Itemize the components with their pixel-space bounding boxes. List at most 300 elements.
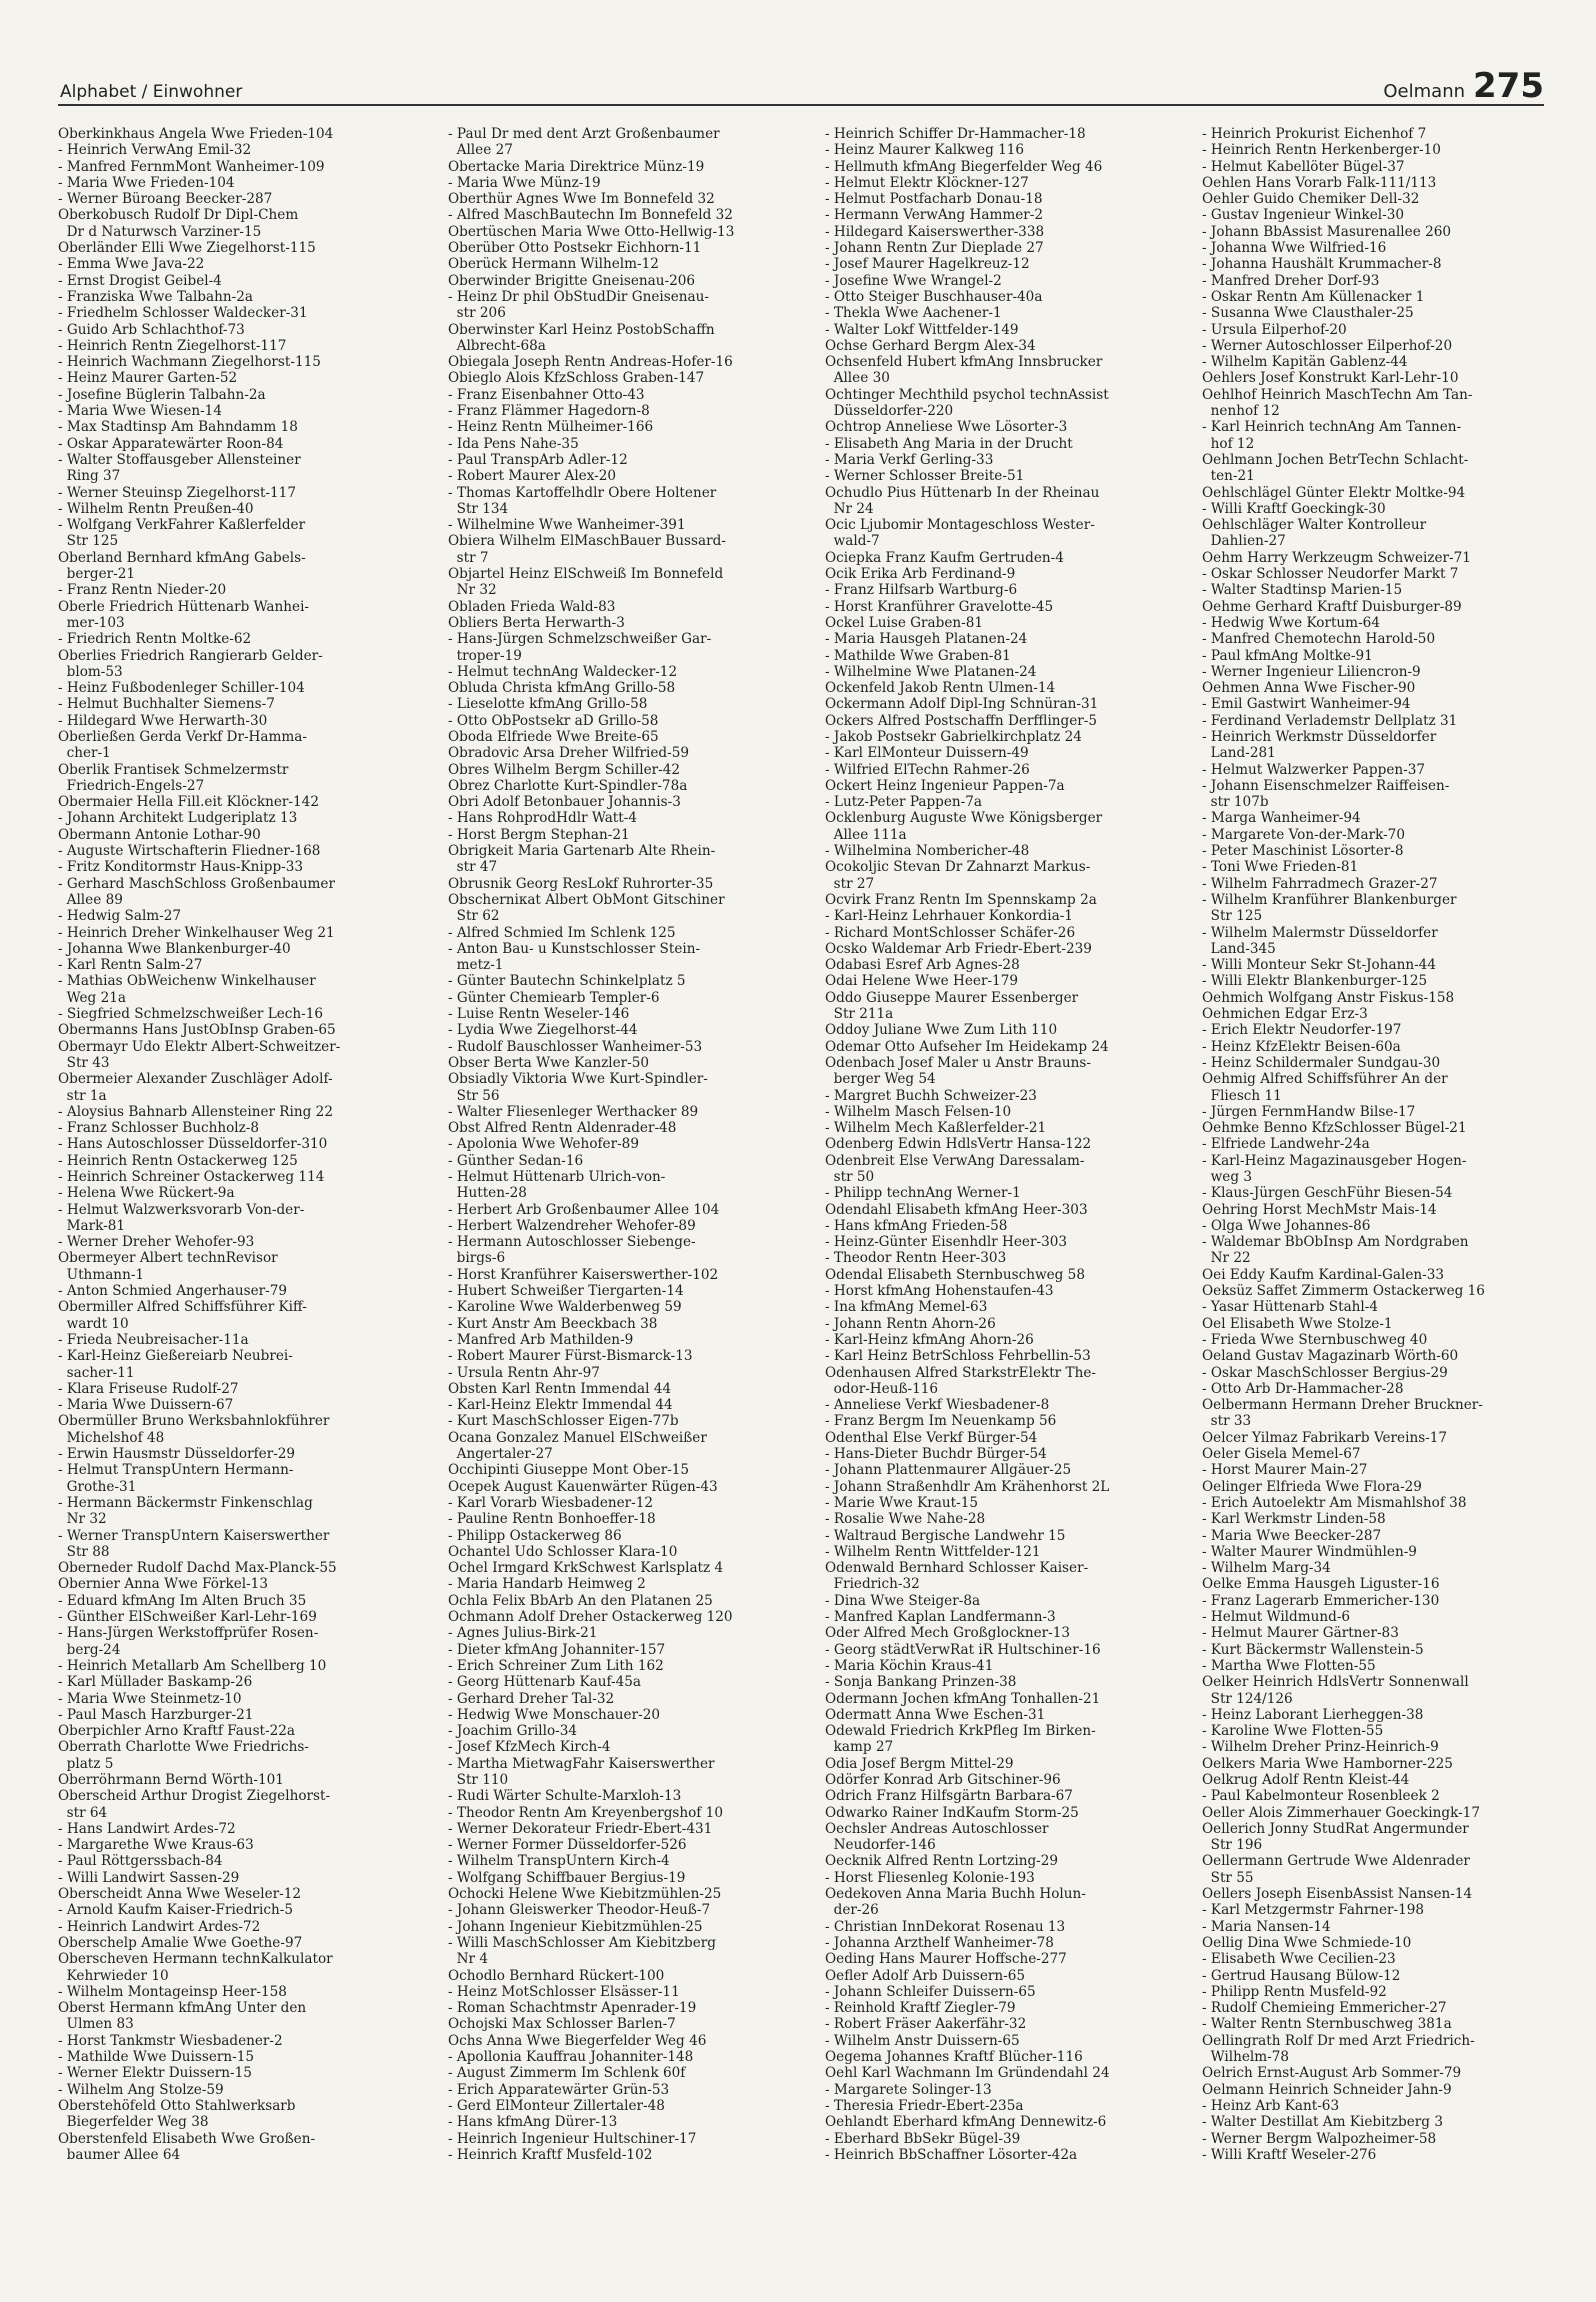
directory-entry: - Rudi Wärter Schulte-Marxloh-13 — [448, 1788, 682, 1805]
directory-entry: - Werner Büroang Beecker-287 — [58, 191, 273, 208]
directory-entry: - Heinz Laborant Lierheggen-38 — [1202, 1706, 1424, 1723]
directory-entry: Str 88 — [58, 1543, 110, 1560]
directory-entry: - Klaus-Jürgen GeschFühr Biesen-54 — [1202, 1185, 1453, 1202]
directory-entry: Obermayr Udo Elektr Albert-Schweitzer- — [58, 1038, 341, 1055]
directory-entry: - Maria Handarb Heimweg 2 — [448, 1576, 646, 1593]
directory-entry: - Karl ElMonteur Duissern-49 — [825, 745, 1029, 762]
directory-entry: Angertaler-27 — [448, 1446, 553, 1463]
directory-entry: - Luise Rentn Weseler-146 — [448, 1006, 630, 1023]
directory-entry: - Maria Verkf Gerling-33 — [825, 451, 994, 468]
directory-entry: - Hildegard Wwe Herwarth-30 — [58, 712, 268, 729]
directory-entry: - Emma Wwe Java-22 — [58, 256, 205, 273]
directory-entry: Obri Adolf Betonbauer Johannis-3 — [448, 794, 681, 811]
directory-entry: - August Zimmerm Im Schlenk 60f — [448, 2065, 686, 2082]
directory-entry: Oberkinkhaus Angela Wwe Frieden-104 — [58, 126, 334, 142]
directory-entry: - Karl Müllader Baskamp-26 — [58, 1674, 253, 1691]
directory-entry: - Franz Hilfsarb Wartburg-6 — [825, 582, 1018, 599]
directory-entry: nenhof 12 — [1202, 403, 1280, 420]
directory-entry: Oberließen Gerda Verkf Dr-Hamma- — [58, 728, 307, 745]
directory-entry: Ochse Gerhard Bergm Alex-34 — [825, 337, 1036, 354]
directory-entry: birgs-6 — [448, 1250, 506, 1267]
directory-entry: - Josefine Wwe Wrangel-2 — [825, 272, 1002, 289]
directory-entry: - Heinz Maurer Kalkweg 116 — [825, 142, 1025, 159]
directory-entry: - Werner Ingenieur Liliencron-9 — [1202, 663, 1421, 680]
directory-entry: - Philipp technAng Werner-1 — [825, 1185, 1021, 1202]
directory-entry: - Wilhelm Fahrradmech Grazer-27 — [1202, 875, 1438, 892]
directory-entry: Obermeier Alexander Zuschläger Adolf- — [58, 1071, 333, 1088]
directory-entry: Oehlschlägel Günter Elektr Moltke-94 — [1202, 484, 1466, 501]
directory-entry: - Karl Werkmstr Linden-58 — [1202, 1511, 1386, 1528]
directory-entry: - Reinhold Kraftf Ziegler-79 — [825, 2000, 1016, 2017]
directory-entry: - Heinz Fußbodenleger Schiller-104 — [58, 680, 305, 697]
directory-entry: Ocokoljic Stevan Dr Zahnarzt Markus- — [825, 859, 1091, 876]
directory-entry: wardt 10 — [58, 1315, 129, 1332]
directory-entry: - Willi Kraftf Weseler-276 — [1202, 2146, 1377, 2163]
directory-entry: - Emil Gastwirt Wanheimer-94 — [1202, 696, 1411, 713]
directory-entry: - Josef Maurer Hagelkreuz-12 — [825, 256, 1030, 273]
directory-entry: - Wilhelmine Wwe Platanen-24 — [825, 663, 1037, 680]
directory-entry: - Susanna Wwe Clausthaler-25 — [1202, 305, 1414, 322]
directory-entry: - Hedwig Wwe Kortum-64 — [1202, 614, 1380, 631]
directory-entry: - Wolfgang VerkFahrer Kaßlerfelder — [58, 517, 306, 534]
directory-entry: Oelke Emma Hausgeh Liguster-16 — [1202, 1576, 1440, 1593]
directory-entry: - Wilhelm Dreher Prinz-Heinrich-9 — [1202, 1739, 1439, 1756]
directory-entry: - Johann Rentn Zur Dieplade 27 — [825, 240, 1044, 257]
directory-entry: - Heinrich Landwirt Ardes-72 — [58, 1918, 261, 1935]
directory-entry: Odewald Friedrich KrkPfleg Im Birken- — [825, 1723, 1096, 1740]
directory-entry: - Thekla Wwe Aachener-1 — [825, 305, 1002, 322]
directory-entry: Michelshof 48 — [58, 1429, 165, 1446]
directory-entry: str 107b — [1202, 794, 1269, 811]
directory-entry: - Guido Arb Schlachthof-73 — [58, 321, 245, 338]
directory-entry: Odai Helene Wwe Heer-179 — [825, 973, 1018, 990]
directory-entry: - Karl Metzgermstr Fahrner-198 — [1202, 1902, 1425, 1919]
directory-entry: Oberwinster Karl Heinz PostobSchaffn — [448, 321, 715, 338]
directory-entry: - Hans-Jürgen Schmelzschweißer Gar- — [448, 631, 712, 648]
directory-entry: - Max Stadtinsp Am Bahndamm 18 — [58, 419, 298, 436]
directory-entry: - Margarete Von-der-Mark-70 — [1202, 826, 1405, 843]
directory-entry: Biegerfelder Weg 38 — [58, 2114, 209, 2131]
directory-entry: Grothe-31 — [58, 1478, 137, 1495]
directory-entry: - Sonja Bankang Prinzen-38 — [825, 1674, 1017, 1691]
directory-entry: Objartel Heinz ElSchweiß Im Bonnefeld — [448, 566, 724, 583]
directory-entry: - Johann Rentn Ahorn-26 — [825, 1315, 996, 1332]
directory-entry: - Manfred FernmMont Wanheimer-109 — [58, 158, 325, 175]
directory-entry: - Walter Maurer Windmühlen-9 — [1202, 1543, 1417, 1560]
directory-entry: - Horst Kranführer Gravelotte-45 — [825, 598, 1054, 615]
directory-entry: - Heinz Dr phil ObStudDir Gneisenau- — [448, 288, 709, 305]
directory-entry: Occhipinti Giuseppe Mont Ober-15 — [448, 1462, 690, 1479]
directory-entry: Ockert Heinz Ingenieur Pappen-7a — [825, 777, 1065, 794]
directory-entry: Oelrich Ernst-August Arb Sommer-79 — [1202, 2065, 1462, 2082]
directory-entry: - Helmut Wildmund-6 — [1202, 1609, 1351, 1626]
directory-entry: - Alfred Schmied Im Schlenk 125 — [448, 924, 676, 941]
directory-entry: Str 110 — [448, 1771, 509, 1788]
directory-entry: sacher-11 — [58, 1364, 135, 1381]
directory-entry: Oellerich Jonny StudRat Angermunder — [1202, 1820, 1469, 1837]
running-head-word: Oelmann — [1383, 81, 1466, 102]
directory-entry: - Friedhelm Schlosser Waldecker-31 — [58, 305, 308, 322]
directory-entry: Ring 37 — [58, 468, 121, 485]
directory-entry: - Willi Kraftf Goeckingk-30 — [1202, 500, 1386, 517]
directory-entry: - Hubert Schweißer Tiergarten-14 — [448, 1283, 684, 1300]
directory-entry: - Ernst Drogist Geibel-4 — [58, 272, 222, 289]
directory-entry: - Maria Wwe Beecker-287 — [1202, 1527, 1382, 1544]
directory-entry: - Hildegard Kaiserswerther-338 — [825, 223, 1045, 240]
directory-entry: Oberlies Friedrich Rangierarb Gelder- — [58, 647, 323, 664]
directory-entry: Dahlien-27 — [1202, 533, 1286, 550]
directory-entry: Wilhelm-78 — [1202, 2049, 1289, 2066]
directory-entry: - Willi Monteur Sekr St-Johann-44 — [1202, 957, 1436, 974]
directory-entry: Obiera Wilhelm ElMaschBauer Bussard- — [448, 533, 726, 550]
directory-entry: - Horst Maurer Main-27 — [1202, 1462, 1368, 1479]
directory-entry: - Karl Heinz BetrSchloss Fehrbellin-53 — [825, 1348, 1091, 1365]
directory-entry: Oelker Heinrich HdlsVertr Sonnenwall — [1202, 1674, 1469, 1691]
directory-entry: Allee 89 — [58, 891, 123, 908]
directory-entry: - Willi MaschSchlosser Am Kiebitzberg — [448, 1934, 716, 1951]
directory-entry: Oehmen Anna Wwe Fischer-90 — [1202, 680, 1416, 697]
directory-entry: str 206 — [448, 305, 506, 322]
directory-entry: - Heinz Schildermaler Sundgau-30 — [1202, 1054, 1441, 1071]
directory-entry: - Yasar Hüttenarb Stahl-4 — [1202, 1299, 1379, 1316]
directory-entry: - Wilhelm Rentn Wittfelder-121 — [825, 1543, 1041, 1560]
directory-entry: - Lutz-Peter Pappen-7a — [825, 794, 983, 811]
directory-entry: - Paul Röttgerssbach-84 — [58, 1853, 223, 1870]
directory-entry: - Maria Hausgeh Platanen-24 — [825, 631, 1028, 648]
directory-entry: - Hermann Autoschlosser Siebenge- — [448, 1234, 696, 1251]
directory-entry: str 33 — [1202, 1413, 1252, 1430]
directory-entry: - Erwin Hausmstr Düsseldorfer-29 — [58, 1446, 296, 1463]
directory-entry: Oberscheidt Anna Wwe Weseler-12 — [58, 1886, 302, 1903]
directory-entry: - Otto Steiger Buschhauser-40a — [825, 288, 1043, 305]
directory-entry: Oeksüz Saffet Zimmerm Ostackerweg 16 — [1202, 1283, 1485, 1300]
directory-entry: Ochodlo Bernhard Rückert-100 — [448, 1967, 665, 1984]
directory-entry: - Ina kfmAng Memel-63 — [825, 1299, 988, 1316]
directory-entry: - Josefine Büglerin Talbahn-2a — [58, 386, 266, 403]
directory-entry: - Werner Schlosser Breite-51 — [825, 468, 1025, 485]
directory-entry: - Manfred Arb Mathilden-9 — [448, 1331, 634, 1348]
directory-entry: - Heinz KfzElektr Beisen-60a — [1202, 1038, 1401, 1055]
directory-entry: - Hans-Dieter Buchdr Bürger-54 — [825, 1446, 1047, 1463]
directory-entry: Oehlen Hans Vorarb Falk-111/113 — [1202, 174, 1437, 191]
directory-entry: Oehl Karl Wachmann Im Gründendahl 24 — [825, 2065, 1110, 2082]
directory-entry: - Wilhelmina Nombericher-48 — [825, 843, 1030, 860]
directory-entry: - Günther ElSchweißer Karl-Lehr-169 — [58, 1609, 317, 1626]
directory-entry: - Frieda Wwe Sternbuschweg 40 — [1202, 1331, 1428, 1348]
directory-entry: - Werner Dreher Wehofer-93 — [58, 1234, 255, 1251]
directory-entry: Oellers Joseph EisenbAssist Nansen-14 — [1202, 1886, 1473, 1903]
directory-entry: - Karl-Heinz Magazinausgeber Hogen- — [1202, 1152, 1467, 1169]
directory-entry: - Helena Wwe Rückert-9a — [58, 1185, 235, 1202]
directory-entry: Land-345 — [1202, 940, 1276, 957]
directory-entry: Ocana Gonzalez Manuel ElSchweißer — [448, 1429, 707, 1446]
directory-entry: Oehlmann Jochen BetrTechn Schlacht- — [1202, 451, 1469, 468]
directory-entry: - Wilhelm TranspUntern Kirch-4 — [448, 1853, 670, 1870]
directory-entry: - Rosalie Wwe Nahe-28 — [825, 1511, 986, 1528]
directory-entry: - Heinrich Kraftf Musfeld-102 — [448, 2146, 653, 2163]
directory-entry: - Maria Nansen-14 — [1202, 1918, 1331, 1935]
directory-entry: - Franz Rentn Nieder-20 — [58, 582, 227, 599]
directory-column-3 — [825, 126, 1175, 2163]
directory-entry: Land-281 — [1202, 745, 1276, 762]
directory-entry: - Helmut Walzwerker Pappen-37 — [1202, 761, 1426, 778]
directory-entry: str 7 — [448, 549, 489, 566]
directory-entry: - Johanna Wwe Blankenburger-40 — [58, 940, 291, 957]
directory-entry: Friedrich-Engels-27 — [58, 777, 205, 794]
directory-entry: - Johann Straßenhdlr Am Krähenhorst 2L — [825, 1478, 1110, 1495]
directory-entry: Oefler Adolf Arb Duissern-65 — [825, 1967, 1026, 1984]
directory-entry: - Olga Wwe Johannes-86 — [1202, 1217, 1371, 1234]
directory-entry: - Wilfried ElTechn Rahmer-26 — [825, 761, 1030, 778]
directory-entry: cher-1 — [58, 745, 111, 762]
directory-entry: Ochel Irmgard KrkSchwest Karlsplatz 4 — [448, 1560, 724, 1577]
directory-entry: - Heinrich Ingenieur Hultschiner-17 — [448, 2130, 697, 2147]
directory-entry: - Heinz MotSchlosser Elsässer-11 — [448, 1983, 680, 2000]
directory-entry: Odenbreit Else VerwAng Daressalam- — [825, 1152, 1085, 1169]
directory-entry: Oeland Gustav Magazinarb Wörth-60 — [1202, 1348, 1459, 1365]
directory-entry: - Maria Wwe Duissern-67 — [58, 1397, 234, 1414]
directory-entry: - Fritz Konditormstr Haus-Knipp-33 — [58, 859, 304, 876]
directory-entry: Oellingrath Rolf Dr med Arzt Friedrich- — [1202, 2032, 1475, 2049]
directory-entry: - Erich Apparatewärter Grün-53 — [448, 2081, 670, 2098]
directory-entry: Obermiller Alfred Schiffsführer Kiff- — [58, 1299, 307, 1316]
directory-entry: berger-21 — [58, 566, 136, 583]
directory-entry: - Ida Pens Nahe-35 — [448, 435, 579, 452]
directory-entry: - Helmut Kabellöter Bügel-37 — [1202, 158, 1405, 175]
directory-entry: Str 125 — [58, 533, 119, 550]
directory-entry: kamp 27 — [825, 1739, 894, 1756]
directory-entry: - Heinrich Prokurist Eichenhof 7 — [1202, 126, 1427, 142]
directory-entry: - Mathilde Wwe Duissern-15 — [58, 2049, 255, 2066]
directory-entry: Oberröhrmann Bernd Wörth-101 — [58, 1771, 284, 1788]
directory-entry: - Hans-Jürgen Werkstoffprüfer Rosen- — [58, 1625, 319, 1642]
directory-entry: Ochla Felix BbArb An den Platanen 25 — [448, 1592, 713, 1609]
directory-entry: - Horst Bergm Stephan-21 — [448, 826, 630, 843]
directory-entry: Neudorfer-146 — [825, 1837, 936, 1854]
directory-entry: Obermanns Hans JustObInsp Graben-65 — [58, 1022, 336, 1039]
directory-entry: - Apollonia Kauffrau Johanniter-148 — [448, 2049, 694, 2066]
directory-entry: Str 43 — [58, 1054, 110, 1071]
directory-entry: - Karl-Heinz kfmAng Ahorn-26 — [825, 1331, 1034, 1348]
directory-entry: - Mathilde Wwe Graben-81 — [825, 647, 1011, 664]
directory-entry: Odendal Elisabeth Sternbuschweg 58 — [825, 1266, 1085, 1283]
directory-entry: - Franz Bergm Im Neuenkamp 56 — [825, 1413, 1057, 1430]
directory-entry: Kehrwieder 10 — [58, 1967, 169, 1984]
directory-entry: - Karl-Heinz Lehrhauer Konkordia-1 — [825, 908, 1073, 925]
directory-entry: Oeding Hans Maurer Hoffsche-277 — [825, 1951, 1067, 1968]
directory-entry: - Kurt Bäckermstr Wallenstein-5 — [1202, 1641, 1424, 1658]
directory-entry: - Willi Landwirt Sassen-29 — [58, 1869, 240, 1886]
directory-entry: - Heinrich Werkmstr Düsseldorfer — [1202, 728, 1437, 745]
directory-entry: - Werner Elektr Duissern-15 — [58, 2065, 252, 2082]
directory-entry: - Wilhelm Montageinsp Heer-158 — [58, 1983, 287, 2000]
directory-entry: - Klara Friseuse Rudolf-27 — [58, 1380, 239, 1397]
directory-entry: Obst Alfred Rentn Aldenrader-48 — [448, 1120, 677, 1137]
directory-entry: - Franz Lagerarb Emmericher-130 — [1202, 1592, 1440, 1609]
directory-entry: Oehlhof Heinrich MaschTechn Am Tan- — [1202, 386, 1473, 403]
directory-entry: Ochantel Udo Schlosser Klara-10 — [448, 1543, 678, 1560]
directory-entry: Oberland Bernhard kfmAng Gabels- — [58, 549, 306, 566]
directory-entry: - Theodor Rentn Am Kreyenbergshof 10 — [448, 1804, 723, 1821]
directory-entry: - Joachim Grillo-34 — [448, 1723, 578, 1740]
directory-entry: berg-24 — [58, 1641, 121, 1658]
directory-entry: - Peter Maschinist Lösorter-8 — [1202, 843, 1404, 860]
directory-entry: Obres Wilhelm Bergm Schiller-42 — [448, 761, 681, 778]
directory-entry: - Otto ObPostsekr aD Grillo-58 — [448, 712, 659, 729]
directory-entry: Ocvirk Franz Rentn Im Spennskamp 2a — [825, 891, 1097, 908]
directory-entry: Oechsler Andreas Autoschlosser — [825, 1820, 1049, 1837]
directory-entry: Obscherniкat Albert ObMont Gitschiner — [448, 891, 725, 908]
directory-entry: - Robert Maurer Alex-20 — [448, 468, 617, 485]
directory-entry: - Alfred MaschBautechn Im Bonnefeld 32 — [448, 207, 733, 224]
directory-entry: - Rudolf Bauschlosser Wanheimer-53 — [448, 1038, 703, 1055]
directory-entry: - Werner Dekorateur Friedr-Ebert-431 — [448, 1820, 713, 1837]
directory-entry: Obermaier Hella Fill.eit Klöckner-142 — [58, 794, 319, 811]
directory-entry: - Gerd ElMonteur Zillertaler-48 — [448, 2097, 665, 2114]
directory-entry: Ockers Alfred Postschaffn Derfflinger-5 — [825, 712, 1098, 729]
directory-entry: - Maria Köchin Kraus-41 — [825, 1657, 994, 1674]
directory-entry: - Horst Fliesenleg Kolonie-193 — [825, 1869, 1035, 1886]
directory-entry: - Eberhard BbSekr Bügel-39 — [825, 2130, 1021, 2147]
directory-entry: Nr 4 — [448, 1951, 489, 1968]
directory-entry: - Helmut Walzwerksvorarb Von-der- — [58, 1201, 305, 1218]
directory-entry: - Herbert Walzendreher Wehofer-89 — [448, 1217, 696, 1234]
directory-entry: Oel Elisabeth Wwe Stolze-1 — [1202, 1315, 1393, 1332]
directory-entry: - Dieter kfmAng Johanniter-157 — [448, 1641, 666, 1658]
directory-entry: Oehmichen Edgar Erz-3 — [1202, 1006, 1368, 1023]
directory-entry: Ockermann Adolf Dipl-Ing Schnüran-31 — [825, 696, 1099, 713]
directory-entry: str 27 — [825, 875, 875, 892]
directory-entry: - Wilhelm Masch Felsen-10 — [825, 1103, 1012, 1120]
directory-entry: - Helmut Elektr Klöckner-127 — [825, 174, 1029, 191]
directory-entry: Str 196 — [1202, 1837, 1263, 1854]
directory-entry: - Karl-Heinz Elektr Immendal 44 — [448, 1397, 673, 1414]
directory-entry: Oberstenfeld Elisabeth Wwe Großen- — [58, 2130, 316, 2147]
directory-entry: wald-7 — [825, 533, 880, 550]
directory-entry: - Robert Fräser Aakerfähr-32 — [825, 2016, 1027, 2033]
directory-entry: Friedrich-32 — [825, 1576, 920, 1593]
directory-entry: Obermeyer Albert technRevisor — [58, 1250, 278, 1267]
directory-entry: - Kurt MaschSchlosser Eigen-77b — [448, 1413, 679, 1430]
directory-entry: odor-Heuß-116 — [825, 1380, 939, 1397]
directory-entry: - Johann Architekt Ludgeriplatz 13 — [58, 810, 298, 827]
directory-entry: - Waldemar BbObInsp Am Nordgraben — [1202, 1234, 1469, 1251]
directory-entry: ten-21 — [1202, 468, 1255, 485]
directory-entry: - Heinrich BbSchaffner Lösorter-42a — [825, 2146, 1078, 2163]
directory-entry: Düsseldorfer-220 — [825, 403, 954, 420]
directory-entry: Ochudlo Pius Hüttenarb In der Rheinau — [825, 484, 1100, 501]
directory-entry: - Franz Flämmer Hagedorn-8 — [448, 403, 650, 420]
directory-entry: - Ferdinand Verlademstr Dellplatz 31 — [1202, 712, 1458, 729]
directory-entry: Oelbermann Hermann Dreher Bruckner- — [1202, 1397, 1483, 1414]
directory-entry: Oberneder Rudolf Dachd Max-Planck-55 — [58, 1560, 337, 1577]
directory-entry: - Wilhelm Kranführer Blankenburger — [1202, 891, 1457, 908]
directory-entry: - Maria Wwe Frieden-104 — [58, 174, 235, 191]
directory-entry: - Otto Arb Dr-Hammacher-28 — [1202, 1380, 1404, 1397]
directory-entry: - Wilhelm Ang Stolze-59 — [58, 2081, 224, 2098]
directory-entry: Ocsko Waldemar Arb Friedr-Ebert-239 — [825, 940, 1092, 957]
directory-entry: - Heinrich Metallarb Am Schellberg 10 — [58, 1657, 327, 1674]
directory-entry: - Eduard kfmAng Im Alten Bruch 35 — [58, 1592, 307, 1609]
directory-entry: - Wilhelm Rentn Preußen-40 — [58, 500, 254, 517]
directory-entry: Nr 32 — [58, 1511, 107, 1528]
directory-entry: - Günter Chemiearb Templer-6 — [448, 989, 660, 1006]
page-header — [58, 62, 1544, 106]
directory-entry: Oelkrug Adolf Rentn Kleist-44 — [1202, 1771, 1410, 1788]
directory-entry: Odia Josef Bergm Mittel-29 — [825, 1755, 1014, 1772]
directory-entry: Ochojski Max Schlosser Barlen-7 — [448, 2016, 676, 2033]
directory-entry: Ocic Ljubomir Montageschloss Wester- — [825, 517, 1095, 534]
directory-entry: Ockenfeld Jakob Rentn Ulmen-14 — [825, 680, 1056, 697]
directory-entry: Oberthür Agnes Wwe Im Bonnefeld 32 — [448, 191, 715, 208]
directory-entry: - Hermann VerwAng Hammer-2 — [825, 207, 1044, 224]
directory-entry: Obsiadly Viktoria Wwe Kurt-Spindler- — [448, 1071, 708, 1088]
directory-entry: Obser Berta Wwe Kanzler-50 — [448, 1054, 650, 1071]
directory-entry: - Manfred Dreher Dorf-93 — [1202, 272, 1380, 289]
directory-entry: - Hedwig Salm-27 — [58, 908, 182, 925]
directory-entry: - Werner TranspUntern Kaiserswerther — [58, 1527, 330, 1544]
directory-entry: - Waltraud Bergische Landwehr 15 — [825, 1527, 1066, 1544]
directory-entry: - Margarethe Wwe Kraus-63 — [58, 1837, 254, 1854]
directory-entry: Oehmich Wolfgang Anstr Fiskus-158 — [1202, 989, 1455, 1006]
directory-entry: - Hellmuth kfmAng Biegerfelder Weg 46 — [825, 158, 1103, 175]
directory-entry: Obsten Karl Rentn Immendal 44 — [448, 1380, 672, 1397]
directory-entry: - Philipp Ostackerweg 86 — [448, 1527, 622, 1544]
directory-entry: - Siegfried Schmelzschweißer Lech-16 — [58, 1006, 324, 1023]
directory-entry: - Hedwig Wwe Monschauer-20 — [448, 1706, 660, 1723]
directory-entry: - Ursula Rentn Ahr-97 — [448, 1364, 600, 1381]
directory-entry: Oehlers Josef Konstrukt Karl-Lehr-10 — [1202, 370, 1459, 387]
directory-entry: Oberschelp Amalie Wwe Goethe-97 — [58, 1934, 303, 1951]
directory-entry: Oecknik Alfred Rentn Lortzing-29 — [825, 1853, 1059, 1870]
directory-entry: Ochocki Helene Wwe Kiebitzmühlen-25 — [448, 1886, 722, 1903]
directory-entry: Oeler Gisela Memel-67 — [1202, 1446, 1361, 1463]
directory-entry: Obrusnik Georg ResLokf Ruhrorter-35 — [448, 875, 714, 892]
directory-entry: - Johann Plattenmaurer Allgäuer-25 — [825, 1462, 1072, 1479]
directory-entry: Odemar Otto Aufseher Im Heidekamp 24 — [825, 1038, 1109, 1055]
directory-entry: - Johann Ingenieur Kiebitzmühlen-25 — [448, 1918, 703, 1935]
directory-entry: Obieglo Alois KfzSchloss Graben-147 — [448, 370, 705, 387]
directory-entry: - Walter Stoffausgeber Allensteiner — [58, 451, 301, 468]
directory-entry: - Auguste Wirtschafterin Fliedner-168 — [58, 843, 321, 860]
directory-entry: - Elisabeth Wwe Cecilien-23 — [1202, 1951, 1396, 1968]
directory-entry: troper-19 — [448, 647, 522, 664]
directory-entry: - Martha Wwe Flotten-55 — [1202, 1657, 1376, 1674]
directory-entry: Oehlandt Eberhard kfmAng Dennewitz-6 — [825, 2114, 1107, 2131]
directory-entry: Allee 111a — [825, 826, 907, 843]
directory-entry: Oberüber Otto Postsekr Eichhorn-11 — [448, 240, 702, 257]
directory-entry: Oellig Dina Wwe Schmiede-10 — [1202, 1934, 1412, 1951]
directory-entry: - Wilhelm Marg-34 — [1202, 1560, 1331, 1577]
directory-entry: Odwarko Rainer IndKaufm Storm-25 — [825, 1804, 1079, 1821]
directory-entry: Obertacke Maria Direktrice Münz-19 — [448, 158, 705, 175]
directory-entry: - Frieda Neubreisacher-11a — [58, 1331, 249, 1348]
directory-entry: Oehm Harry Werkzeugm Schweizer-71 — [1202, 549, 1471, 566]
running-head — [1383, 66, 1544, 106]
directory-entry: - Theresia Friedr-Ebert-235a — [825, 2097, 1024, 2114]
directory-entry: - Horst Tankmstr Wiesbadener-2 — [58, 2032, 283, 2049]
directory-entry: - Franz Eisenbahner Otto-43 — [448, 386, 645, 403]
directory-entry: Allee 30 — [825, 370, 890, 387]
directory-entry: Ochsenfeld Hubert kfmAng Innsbrucker — [825, 354, 1103, 371]
directory-entry: Odabasi Esref Arb Agnes-28 — [825, 957, 1020, 974]
directory-entry: - Martha MietwagFahr Kaiserswerther — [448, 1755, 715, 1772]
directory-entry: Oegema Johannes Kraftf Blücher-116 — [825, 2049, 1083, 2066]
directory-entry: - Jürgen FernmHandw Bilse-17 — [1202, 1103, 1416, 1120]
directory-entry: Oelkers Maria Wwe Hamborner-225 — [1202, 1755, 1453, 1772]
directory-entry: Ochtrop Anneliese Wwe Lösorter-3 — [825, 419, 1068, 436]
directory-entry: Oberrath Charlotte Wwe Friedrichs- — [58, 1739, 309, 1756]
